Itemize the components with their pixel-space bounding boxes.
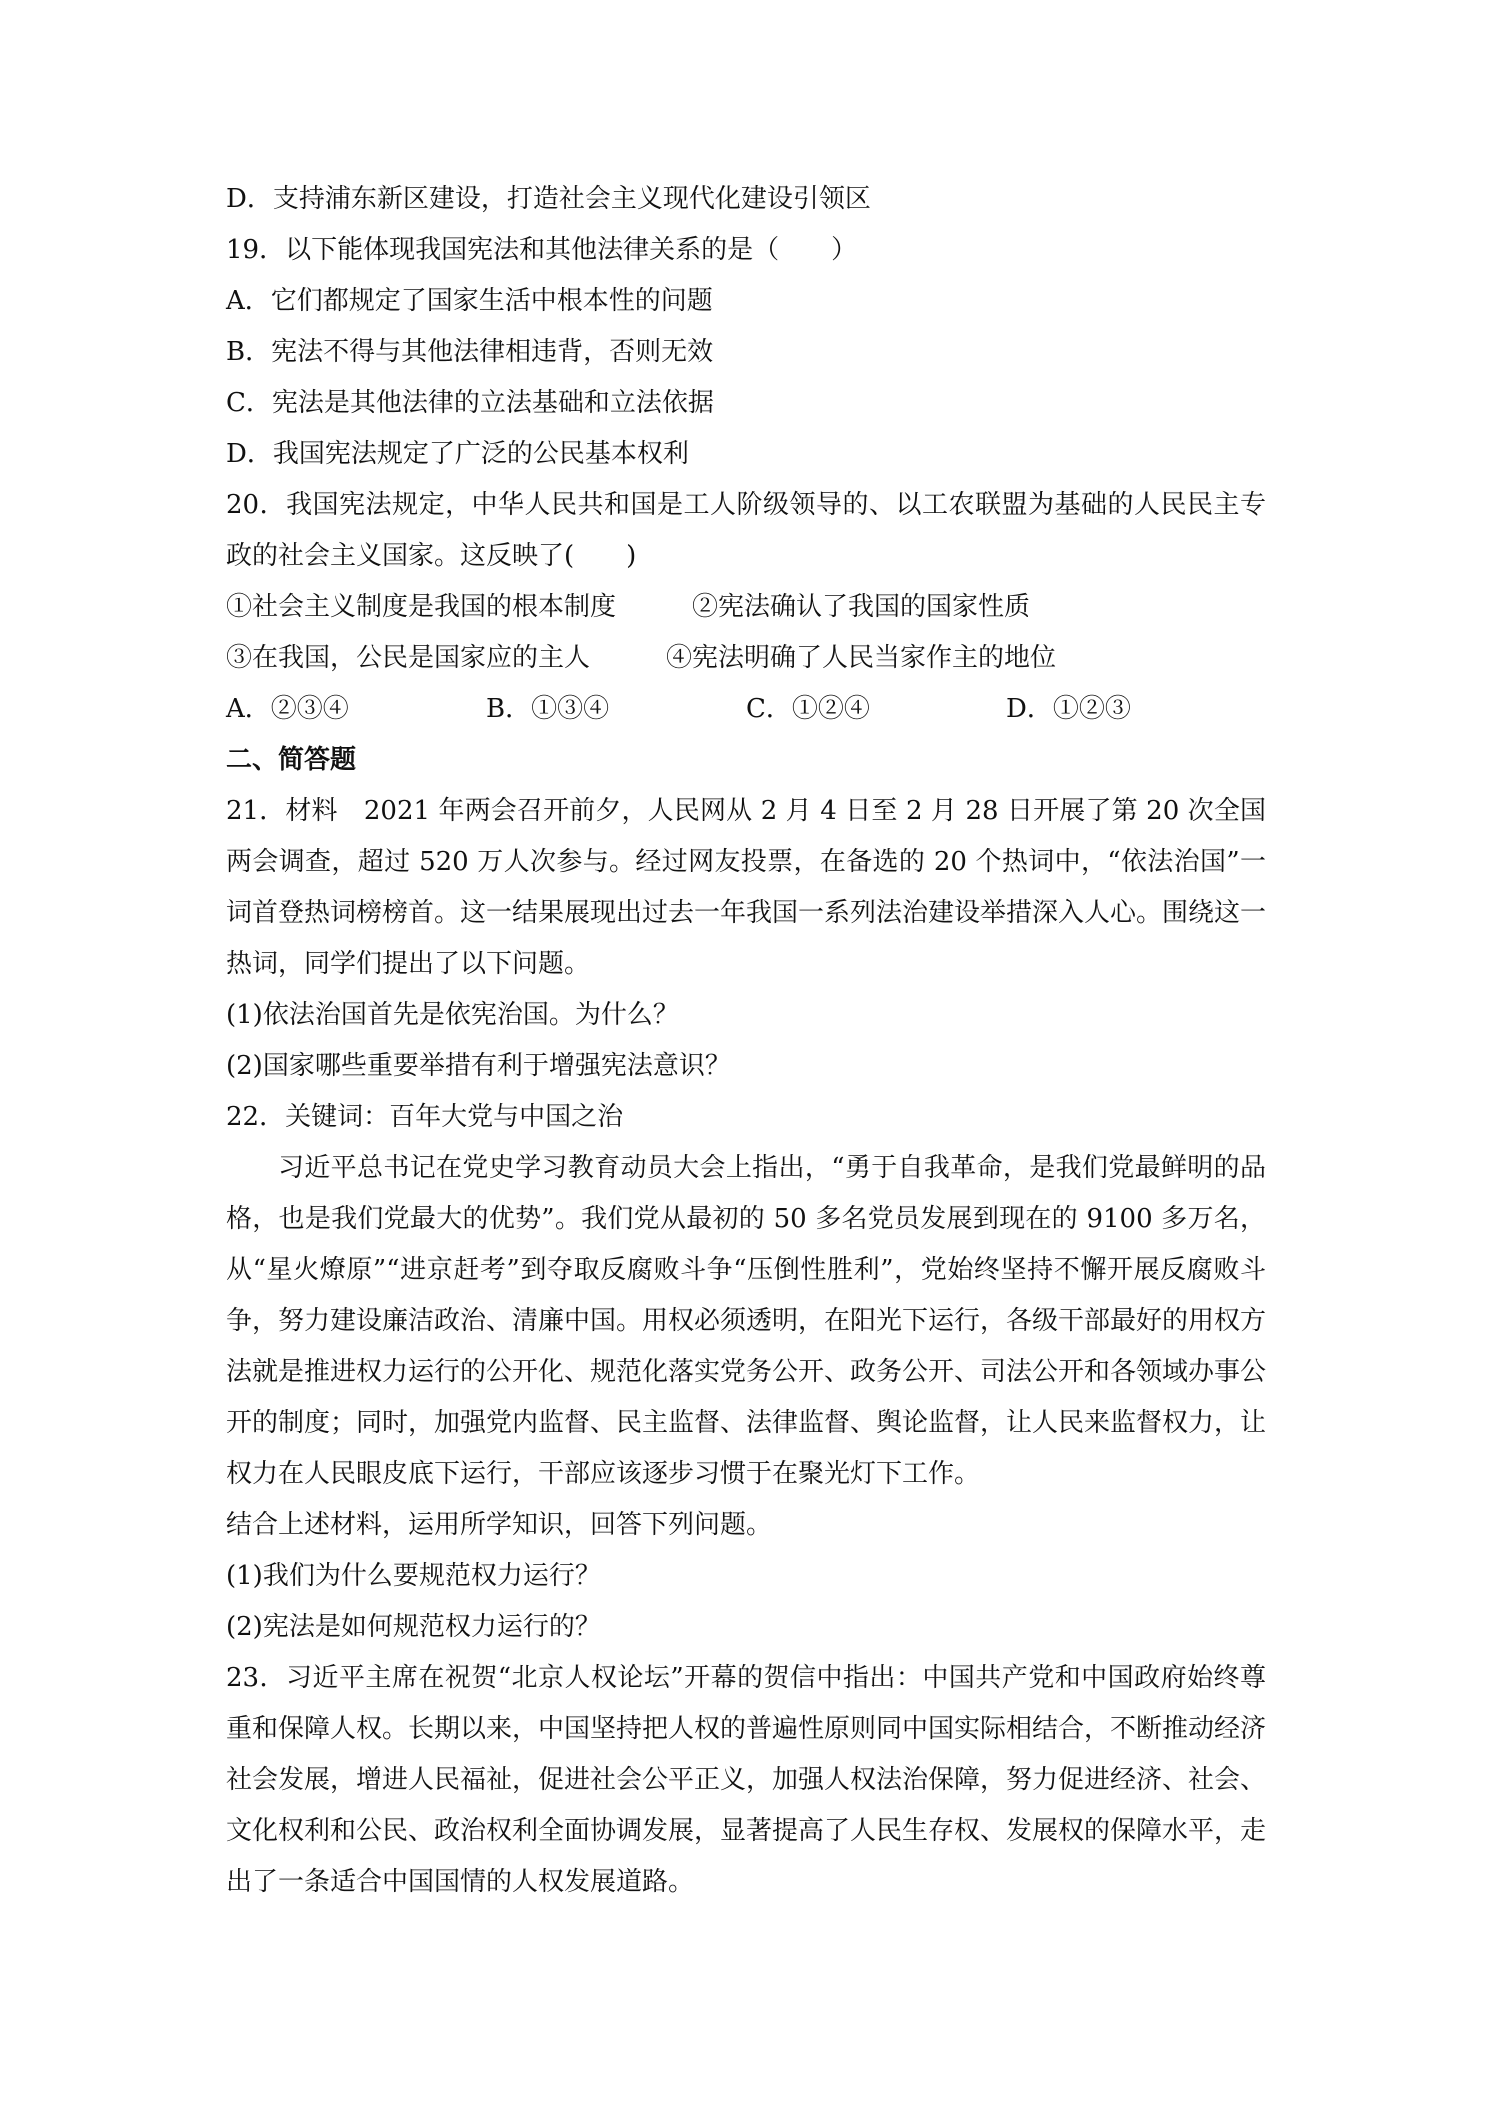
q20-option-b: B．①③④ (486, 694, 610, 724)
q20-stem: 20．我国宪法规定，中华人民共和国是工人阶级领导的、以工农联盟为基础的人民民主专政的社会主义国家。这反映了( ) (226, 490, 1266, 571)
q19-option-b: B．宪法不得与其他法律相违背，否则无效 (226, 337, 714, 367)
q19-option-d: D．我国宪法规定了广泛的公民基本权利 (226, 439, 689, 469)
q21-sub-question-1: (1)依法治国首先是依宪治国。为什么？ (226, 1000, 679, 1030)
q19-option-c: C．宪法是其他法律的立法基础和立法依据 (226, 388, 714, 418)
q22-material: 习近平总书记在党史学习教育动员大会上指出，“勇于自我革命，是我们党最鲜明的品格，也是我们党最大的优势”。我们党从最初的 50 多名党员发展到现在的 9100 多万名，从“星火燎原”“进京赶考”到夺取反腐败斗争“压倒性胜利”，党始终坚持不懈开展反腐败斗争，努力建设廉洁政治、清廉中国。用权必须透明，在阳光下运行，各级干部最好的用权方法就是推进权力运行的公开化、规范化落实党务公开、政务公开、司法公开和各领域办事公开的制度；同时，加强党内监督、民主监督、法律监督、舆论监督，让人民来监督权力，让权力在人民眼皮底下运行，干部应该逐步习惯于在聚光灯下工作。 (226, 1153, 1267, 1489)
q21-material: 21．材料 2021 年两会召开前夕，人民网从 2 月 4 日至 2 月 28 日开展了第 20 次全国两会调查，超过 520 万人次参与。经过网友投票，在备选的 20 个热词中，“依法治国”一词首登热词榜榜首。这一结果展现出过去一年我国一系列法治建设举措深入人心。围绕这一热词，同学们提出了以下问题。 (226, 796, 1267, 979)
q18-option-d: D．支持浦东新区建设，打造社会主义现代化建设引领区 (226, 184, 871, 214)
q20-item-2: ②宪法确认了我国的国家性质 (692, 592, 1031, 622)
q20-option-c: C．①②④ (746, 694, 870, 724)
q20-items-row-2 (226, 641, 1266, 675)
q22-instruction: 结合上述材料，运用所学知识，回答下列问题。 (226, 1510, 773, 1540)
q22-keywords: 22．关键词：百年大党与中国之治 (226, 1102, 624, 1132)
q22-sub-question-1: (1)我们为什么要规范权力运行？ (226, 1561, 601, 1591)
q20-option-a: A．②③④ (226, 694, 349, 724)
q21-sub-question-2: (2)国家哪些重要举措有利于增强宪法意识？ (226, 1051, 731, 1081)
q19-option-a: A．它们都规定了国家生活中根本性的问题 (226, 286, 713, 316)
q22-sub-question-2: (2)宪法是如何规范权力运行的？ (226, 1612, 601, 1642)
q20-option-d: D．①②③ (1006, 694, 1131, 724)
q20-options-row (226, 692, 1266, 726)
q20-item-1: ①社会主义制度是我国的根本制度 (226, 592, 617, 622)
q23-material: 23．习近平主席在祝贺“北京人权论坛”开幕的贺信中指出：中国共产党和中国政府始终尊重和保障人权。长期以来，中国坚持把人权的普遍性原则同中国实际相结合，不断推动经济社会发展，增进人民福祉，促进社会公平正义，加强人权法治保障，努力促进经济、社会、文化权利和公民、政治权利全面协调发展，显著提高了人民生存权、发展权的保障水平，走出了一条适合中国国情的人权发展道路。 (226, 1663, 1267, 1897)
q20-item-3: ③在我国，公民是国家应的主人 (226, 643, 591, 673)
q20-item-4: ④宪法明确了人民当家作主的地位 (666, 643, 1057, 673)
q19-stem: 19．以下能体现我国宪法和其他法律关系的是（ ） (226, 235, 858, 265)
q20-items-row-1 (226, 590, 1266, 624)
section-heading: 二、简答题 (226, 745, 357, 775)
